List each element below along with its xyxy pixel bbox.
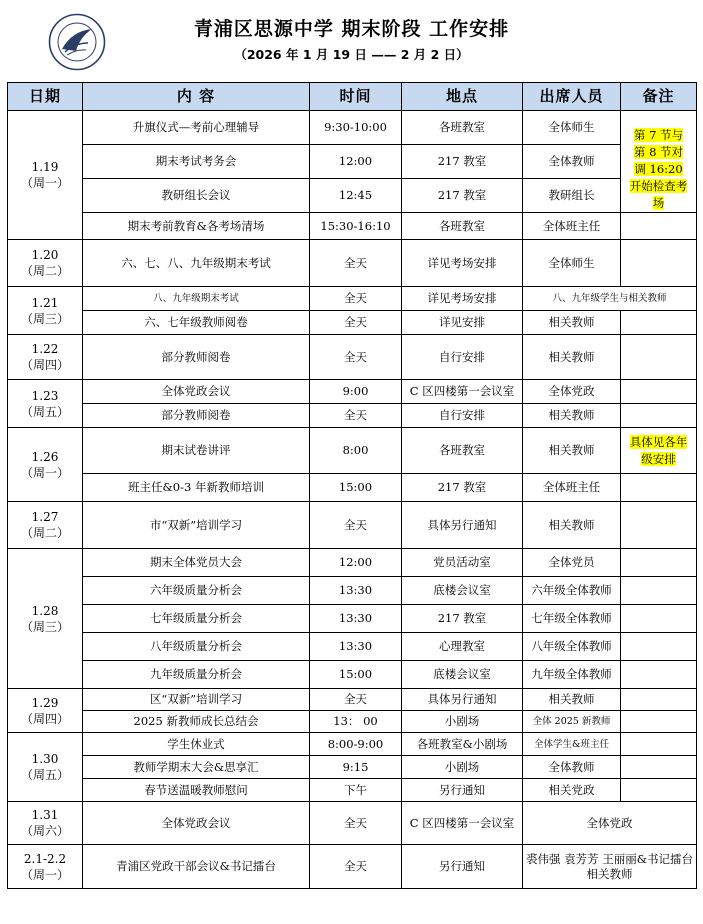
attendees-cell: 相关党政 [523,779,621,802]
content-cell: 九年级质量分析会 [83,661,310,689]
content-cell: 八、九年级期末考试 [83,287,310,311]
date-cell: 1.22 （周四） [8,335,83,380]
place-cell: 各班教室 [402,111,523,145]
time-cell: 13:30 [310,577,402,605]
remarks-cell [621,689,697,711]
attendees-cell: 八年级全体教师 [523,633,621,661]
place-cell: 各班教室 [402,213,523,240]
attendees-cell: 全体党政 [523,802,697,845]
content-cell: 市“双新”培训学习 [83,502,310,549]
place-cell: 具体另行通知 [402,689,523,711]
remark-highlight: 具体见各年级安排 [629,434,688,466]
time-cell: 9:00 [310,380,402,404]
table-row [8,335,697,380]
time-cell: 15:00 [310,661,402,689]
schedule-table [7,82,697,889]
date-cell: 1.31 （周六） [8,802,83,845]
attendees-cell: 相关教师 [523,689,621,711]
place-cell: 217 教室 [402,179,523,213]
attendees-cell: 全体师生 [523,111,621,145]
place-cell: 小剧场 [402,711,523,733]
content-cell: 八年级质量分析会 [83,633,310,661]
date-cell: 1.19 （周一） [8,111,83,240]
table-row [8,145,697,179]
place-cell: 自行安排 [402,404,523,428]
date-cell: 2.1-2.2 （周一） [8,845,83,889]
table-row [8,179,697,213]
remarks-cell [621,213,697,240]
page-subtitle: （2026 年 1 月 19 日 —— 2 月 2 日） [234,47,469,62]
content-cell: 2025 新教师成长总结会 [83,711,310,733]
place-cell: 另行通知 [402,779,523,802]
table-row [8,756,697,779]
table-row [8,711,697,733]
remarks-cell [621,380,697,404]
date-cell: 1.29 （周四） [8,689,83,733]
content-cell: 青浦区党政干部会议&书记擂台 [83,845,310,889]
place-cell: 具体另行通知 [402,502,523,549]
attendees-cell: 全体教师 [523,145,621,179]
place-cell: 另行通知 [402,845,523,889]
remarks-cell [621,404,697,428]
remarks-cell [621,711,697,733]
attendees-cell: 全体班主任 [523,474,621,502]
place-cell: 各班教室&小剧场 [402,733,523,756]
attendees-cell: 相关教师 [523,311,621,335]
table-row [8,689,697,711]
content-cell: 期末全体党员大会 [83,549,310,577]
content-cell: 春节送温暖教师慰问 [83,779,310,802]
time-cell: 8:00-9:00 [310,733,402,756]
table-row [8,779,697,802]
table-row [8,802,697,845]
attendees-cell: 相关教师 [523,502,621,549]
remarks-cell [621,779,697,802]
place-cell: 详见考场安排 [402,287,523,311]
date-cell: 1.28 （周三） [8,549,83,689]
table-row [8,633,697,661]
table-row [8,111,697,145]
content-cell: 六年级质量分析会 [83,577,310,605]
attendees-cell: 教研组长 [523,179,621,213]
date-cell: 1.30 （周五） [8,733,83,802]
table-row [8,213,697,240]
attendees-cell: 全体班主任 [523,213,621,240]
table-row [8,845,697,889]
remarks-cell [621,502,697,549]
remarks-cell [621,474,697,502]
content-cell: 期末试卷讲评 [83,428,310,474]
content-cell: 区“双新”培训学习 [83,689,310,711]
content-cell: 升旗仪式—考前心理辅导 [83,111,310,145]
column-header-content: 内 容 [83,83,310,111]
time-cell: 全天 [310,287,402,311]
date-cell: 1.21 （周三） [8,287,83,335]
table-row [8,311,697,335]
time-cell: 15:00 [310,474,402,502]
place-cell: 各班教室 [402,428,523,474]
time-cell: 全天 [310,335,402,380]
remarks-cell [621,577,697,605]
place-cell: 小剧场 [402,756,523,779]
table-row [8,549,697,577]
table-row [8,502,697,549]
remarks-cell [621,605,697,633]
time-cell: 下午 [310,779,402,802]
place-cell: 详见安排 [402,311,523,335]
attendees-cell: 全体 2025 新教师 [523,711,621,733]
time-cell: 12:45 [310,179,402,213]
content-cell: 教研组长会议 [83,179,310,213]
time-cell: 9:15 [310,756,402,779]
table-row [8,428,697,474]
remark-highlight: 第 7 节与第 8 节对调 16:20 开始检查考场 [629,128,688,210]
place-cell: 底楼会议室 [402,661,523,689]
table-row [8,661,697,689]
time-cell: 12:00 [310,145,402,179]
remarks-cell [621,633,697,661]
time-cell: 13:30 [310,633,402,661]
time-cell: 15:30-16:10 [310,213,402,240]
content-cell: 七年级质量分析会 [83,605,310,633]
content-cell: 全体党政会议 [83,380,310,404]
attendees-cell: 全体党政 [523,380,621,404]
table-row [8,240,697,287]
table-row [8,287,697,311]
content-cell: 六、七年级教师阅卷 [83,311,310,335]
attendees-cell: 全体学生&班主任 [523,733,621,756]
content-cell: 学生休业式 [83,733,310,756]
table-header-row [8,83,697,111]
remarks-cell [621,733,697,756]
table-row [8,605,697,633]
remarks-cell [621,549,697,577]
time-cell: 全天 [310,502,402,549]
column-header-place: 地点 [402,83,523,111]
content-cell: 六、七、八、九年级期末考试 [83,240,310,287]
remarks-cell [621,756,697,779]
attendees-cell: 裘伟强 袁芳芳 王丽丽&书记擂台相关教师 [523,845,697,889]
date-cell: 1.27 （周二） [8,502,83,549]
remarks-cell [621,111,697,213]
place-cell: 详见考场安排 [402,240,523,287]
place-cell: 217 教室 [402,474,523,502]
place-cell: 党员活动室 [402,549,523,577]
attendees-cell: 全体教师 [523,756,621,779]
attendees-cell: 全体师生 [523,240,621,287]
place-cell: C 区四楼第一会议室 [402,380,523,404]
attendees-cell: 相关教师 [523,428,621,474]
attendees-cell: 八、九年级学生与相关教师 [523,287,697,311]
remarks-cell [621,335,697,380]
table-row [8,404,697,428]
content-cell: 期末考试考务会 [83,145,310,179]
time-cell: 9:30-10:00 [310,111,402,145]
time-cell: 全天 [310,845,402,889]
attendees-cell: 相关教师 [523,335,621,380]
column-header-date: 日期 [8,83,83,111]
attendees-cell: 相关教师 [523,404,621,428]
attendees-cell: 全体党员 [523,549,621,577]
content-cell: 全体党政会议 [83,802,310,845]
attendees-cell: 七年级全体教师 [523,605,621,633]
place-cell: 心理教室 [402,633,523,661]
time-cell: 8:00 [310,428,402,474]
remarks-cell [621,661,697,689]
place-cell: 217 教室 [402,605,523,633]
table-row [8,380,697,404]
attendees-cell: 九年级全体教师 [523,661,621,689]
column-header-remarks: 备注 [621,83,697,111]
content-cell: 教师学期末大会&思享汇 [83,756,310,779]
time-cell: 13： 00 [310,711,402,733]
time-cell: 全天 [310,689,402,711]
content-cell: 部分教师阅卷 [83,335,310,380]
remarks-cell [621,311,697,335]
table-row [8,577,697,605]
date-cell: 1.23 （周五） [8,380,83,428]
place-cell: 底楼会议室 [402,577,523,605]
time-cell: 全天 [310,240,402,287]
place-cell: 217 教室 [402,145,523,179]
content-cell: 期末考前教育&各考场清场 [83,213,310,240]
remarks-cell [621,428,697,474]
table-row [8,474,697,502]
time-cell: 全天 [310,802,402,845]
content-cell: 部分教师阅卷 [83,404,310,428]
column-header-time: 时间 [310,83,402,111]
date-cell: 1.20 （周二） [8,240,83,287]
time-cell: 13:30 [310,605,402,633]
time-cell: 12:00 [310,549,402,577]
time-cell: 全天 [310,404,402,428]
page-title: 青浦区思源中学 期末阶段 工作安排 [193,18,510,40]
content-cell: 班主任&0-3 年新教师培训 [83,474,310,502]
place-cell: 自行安排 [402,335,523,380]
attendees-cell: 六年级全体教师 [523,577,621,605]
time-cell: 全天 [310,311,402,335]
remarks-cell [621,240,697,287]
date-cell: 1.26 （周一） [8,428,83,502]
table-row [8,733,697,756]
place-cell: C 区四楼第一会议室 [402,802,523,845]
column-header-attendees: 出席人员 [523,83,621,111]
